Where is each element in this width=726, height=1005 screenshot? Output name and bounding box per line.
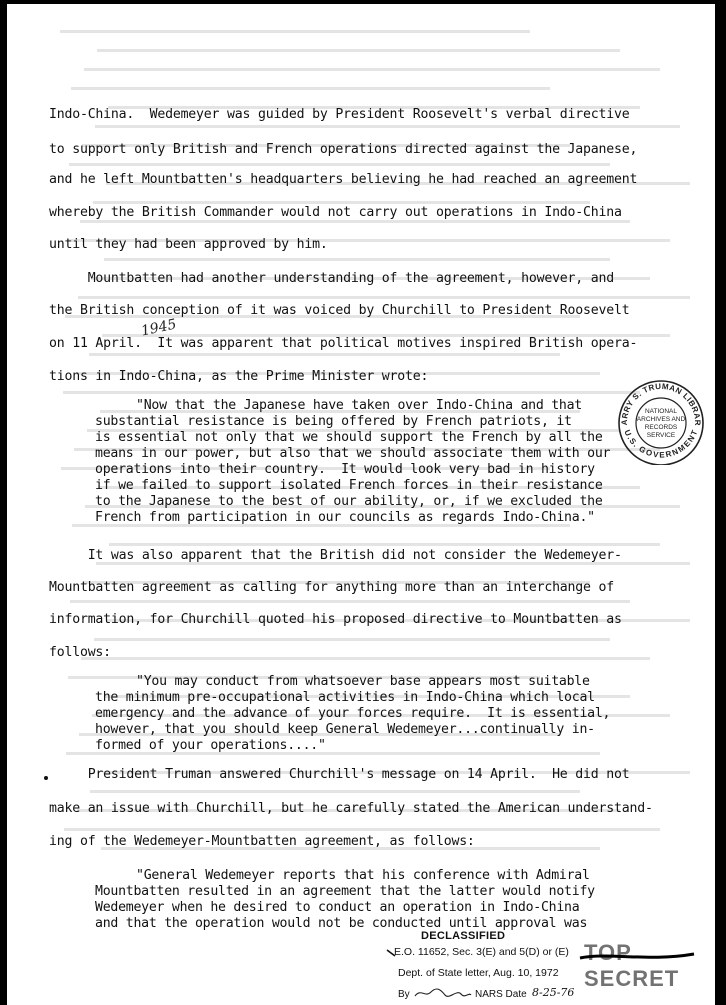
text-line: until they had been approved by him. — [49, 237, 328, 252]
declassification-letter: Dept. of State letter, Aug. 10, 1972 — [398, 967, 559, 979]
declassification-date: 8-25-76 — [532, 986, 575, 999]
bleed-through-bar — [64, 828, 660, 831]
archives-stamp — [617, 377, 705, 465]
text-line: information, for Churchill quoted his proposed directive to Mountbatten as — [49, 612, 622, 627]
text-line: Mountbatten had another understanding of the agreement, however, and — [49, 271, 614, 286]
text-line: to support only British and French operations directed against the Japanese, — [49, 142, 638, 157]
bleed-through-bar — [69, 163, 610, 166]
bleed-through-bar — [81, 657, 650, 660]
quote-line: substantial resistance is being offered by French patriots, it — [95, 414, 572, 429]
declassification-arrow-mark — [386, 948, 398, 958]
stamp-center-line: RECORDS — [644, 424, 678, 431]
quote-line: French from participation in our councils as regards Indo-China." — [95, 510, 595, 525]
declassification-agency: NARS Date — [475, 989, 527, 1000]
margin-dot — [44, 776, 48, 780]
bleed-through-bar — [71, 87, 550, 90]
quote-line: Wedemeyer when he desired to conduct an operation in Indo-China — [95, 900, 580, 915]
quote-line: if we failed to support isolated French forces in their resistance — [95, 478, 603, 493]
quote-line: to the Japanese to the best of our ability, or, if we excluded the — [95, 494, 603, 509]
stamp-center-line: SERVICE — [646, 432, 676, 439]
quote-line: and that the operation would not be conducted until approval was — [95, 916, 588, 931]
quote-line: "Now that the Japanese have taken over Indo-China and that — [136, 398, 582, 413]
quote-line: emergency and the advance of your forces require. It is essential, — [95, 706, 611, 721]
declassification-authority: E.O. 11652, Sec. 3(E) and 5(D) or (E) — [394, 946, 569, 958]
text-line: Mountbatten agreement as calling for anything more than an interchange of — [49, 580, 614, 595]
quote-line: is essential not only that we should support the French by all the — [95, 430, 603, 445]
bleed-through-bar — [80, 220, 630, 223]
quote-line: "General Wedemeyer reports that his conference with Admiral — [136, 868, 590, 883]
reviewer-signature — [413, 986, 473, 1000]
declassification-by-prefix: By — [398, 989, 410, 1000]
stamp-bottom-text: U.S. GOVERNMENT — [622, 428, 700, 460]
text-line: and he left Mountbatten's headquarters believing he had reached an agreement — [49, 172, 638, 187]
text-line: make an issue with Churchill, but he carefully stated the American understand- — [49, 801, 653, 816]
classification-marking: TOP SECRET — [584, 940, 680, 991]
bleed-through-bar — [90, 790, 580, 793]
archives-stamp-seal — [617, 377, 705, 465]
text-line: ing of the Wedemeyer-Mountbatten agreement, as follows: — [49, 834, 475, 849]
quote-line: the minimum pre-occupational activities in Indo-China which local — [95, 690, 595, 705]
text-line: on 11 April. It was apparent that political motives inspired British opera- — [49, 336, 638, 351]
quote-line: however, that you should keep General Wedemeyer...continually in- — [95, 722, 595, 737]
classification-strikethrough — [578, 948, 698, 964]
bleed-through-bar — [94, 638, 610, 641]
text-line: whereby the British Commander would not carry out operations in Indo-China — [49, 205, 622, 220]
stamp-center-line: ARCHIVES AND — [636, 416, 686, 423]
bleed-through-bar — [97, 49, 620, 52]
text-line: follows: — [49, 645, 111, 660]
quote-line: means in our power, but also that we should associate them with our — [95, 446, 611, 461]
bleed-through-bar — [60, 30, 530, 33]
bleed-through-bar — [84, 68, 660, 71]
quote-line: operations into their country. It would look very bad in history — [95, 462, 595, 477]
bleed-through-bar — [93, 201, 590, 204]
text-line: It was also apparent that the British did not consider the Wedemeyer- — [49, 548, 622, 563]
quote-line: Mountbatten resulted in an agreement that the latter would notify — [95, 884, 595, 899]
bleed-through-bar — [104, 258, 610, 261]
stamp-top-text: ARRY S. TRUMAN LIBRAR — [619, 381, 703, 426]
bleed-through-bar — [78, 296, 690, 299]
bleed-through-bar — [63, 391, 640, 394]
text-line: the British conception of it was voiced by Churchill to President Roosevelt — [49, 303, 630, 318]
bleed-through-bar — [95, 125, 680, 128]
quote-line: formed of your operations...." — [95, 738, 326, 753]
text-line: President Truman answered Churchill's message on 14 April. He did not — [49, 767, 630, 782]
bleed-through-bar — [109, 543, 660, 546]
text-line: tions in Indo-China, as the Prime Minister wrote: — [49, 369, 429, 384]
text-line: Indo-China. Wedemeyer was guided by President Roosevelt's verbal directive — [49, 107, 630, 122]
bleed-through-bar — [70, 600, 630, 603]
handwritten-year-insert: 1945 — [139, 316, 178, 340]
stamp-center-line: NATIONAL — [644, 408, 678, 415]
declassified-heading: DECLASSIFIED — [421, 930, 506, 942]
quote-line: "You may conduct from whatsoever base appears most suitable — [136, 674, 590, 689]
bleed-through-bar — [89, 353, 560, 356]
